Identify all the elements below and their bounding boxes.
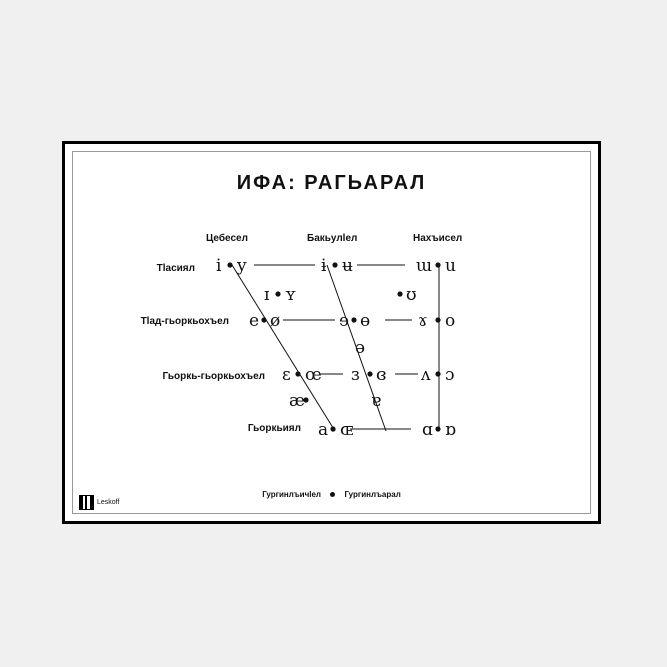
vowel-upsilon: ʊ xyxy=(406,285,417,305)
vowel-barred-o: ɵ xyxy=(360,311,371,331)
qr-code-icon xyxy=(80,496,93,509)
vowel-dot xyxy=(435,371,440,376)
vowel-turned-a: ɐ xyxy=(371,391,382,411)
vowel-turned-m: ɯ xyxy=(416,256,433,276)
vowel-turned-v: ʌ xyxy=(421,365,431,385)
vowel-o: o xyxy=(445,311,456,331)
vowel-dot xyxy=(435,317,440,322)
vowel-dot xyxy=(330,426,335,431)
vowel-dot xyxy=(435,426,440,431)
vowel-dot xyxy=(275,291,280,296)
vowel-dot xyxy=(435,262,440,267)
vowel-dot xyxy=(227,262,232,267)
vowel-barred-i: ɨ xyxy=(321,256,327,276)
ipa-vowel-poster xyxy=(62,141,601,524)
front-edge-line xyxy=(232,265,335,431)
row-label-open: Гьоркьиял xyxy=(247,423,301,434)
page-title: ИФА: РАГЬАРАЛ xyxy=(236,172,427,194)
vowel-a: a xyxy=(318,420,329,440)
vowel-o-slash: ø xyxy=(270,311,281,331)
vowel-rams-horn: ɤ xyxy=(418,311,428,331)
vowel-schwa: ə xyxy=(355,338,366,358)
vowel-dot xyxy=(332,262,337,267)
vowel-dot xyxy=(367,371,372,376)
vowel-reversed-e: ɘ xyxy=(339,311,350,331)
vowel-trapezium xyxy=(65,144,598,521)
legend-dot-icon xyxy=(330,492,335,497)
vowel-dot xyxy=(261,317,266,322)
vowel-reversed-epsilon: ɜ xyxy=(351,365,360,385)
vowel-e: e xyxy=(249,311,260,331)
vowel-small-cap-oe: ɶ xyxy=(340,420,354,440)
column-label-back: Нахъисел xyxy=(413,233,463,244)
vowel-script-a: ɑ xyxy=(422,420,433,440)
vowel-dot xyxy=(351,317,356,322)
vowel-small-cap-y: ʏ xyxy=(285,285,297,305)
row-label-close-mid: Тlад-гьоркьохъел xyxy=(140,316,229,327)
vowel-turned-script-a: ɒ xyxy=(445,420,456,440)
vowel-y: y xyxy=(237,256,247,276)
legend-unrounded: Гургинлъичlел xyxy=(262,490,321,499)
vowel-closed-reversed-epsilon: ɞ xyxy=(376,365,387,385)
vowel-u: u xyxy=(445,256,456,276)
vowel-open-o: ɔ xyxy=(445,365,455,385)
legend xyxy=(65,490,598,499)
row-label-open-mid: Гьоркь-гьоркьохъел xyxy=(162,371,265,382)
vowel-dot xyxy=(397,291,402,296)
vowel-epsilon: ɛ xyxy=(282,365,291,385)
vowel-barred-u: ʉ xyxy=(342,256,353,276)
vowel-small-cap-i: ɪ xyxy=(264,285,270,305)
row-label-close: Тlасиял xyxy=(156,263,195,274)
column-label-front: Цебесел xyxy=(206,233,248,244)
vowel-i: i xyxy=(216,256,222,276)
legend-rounded: Гургинлъарал xyxy=(344,490,401,499)
vowel-oe: œ xyxy=(305,365,322,385)
vowel-dot xyxy=(295,371,300,376)
vowel-ash: æ xyxy=(289,391,305,411)
brand-name: Leskoff xyxy=(97,499,120,506)
brand xyxy=(80,496,119,509)
column-label-central: Бакьулlел xyxy=(307,233,358,244)
